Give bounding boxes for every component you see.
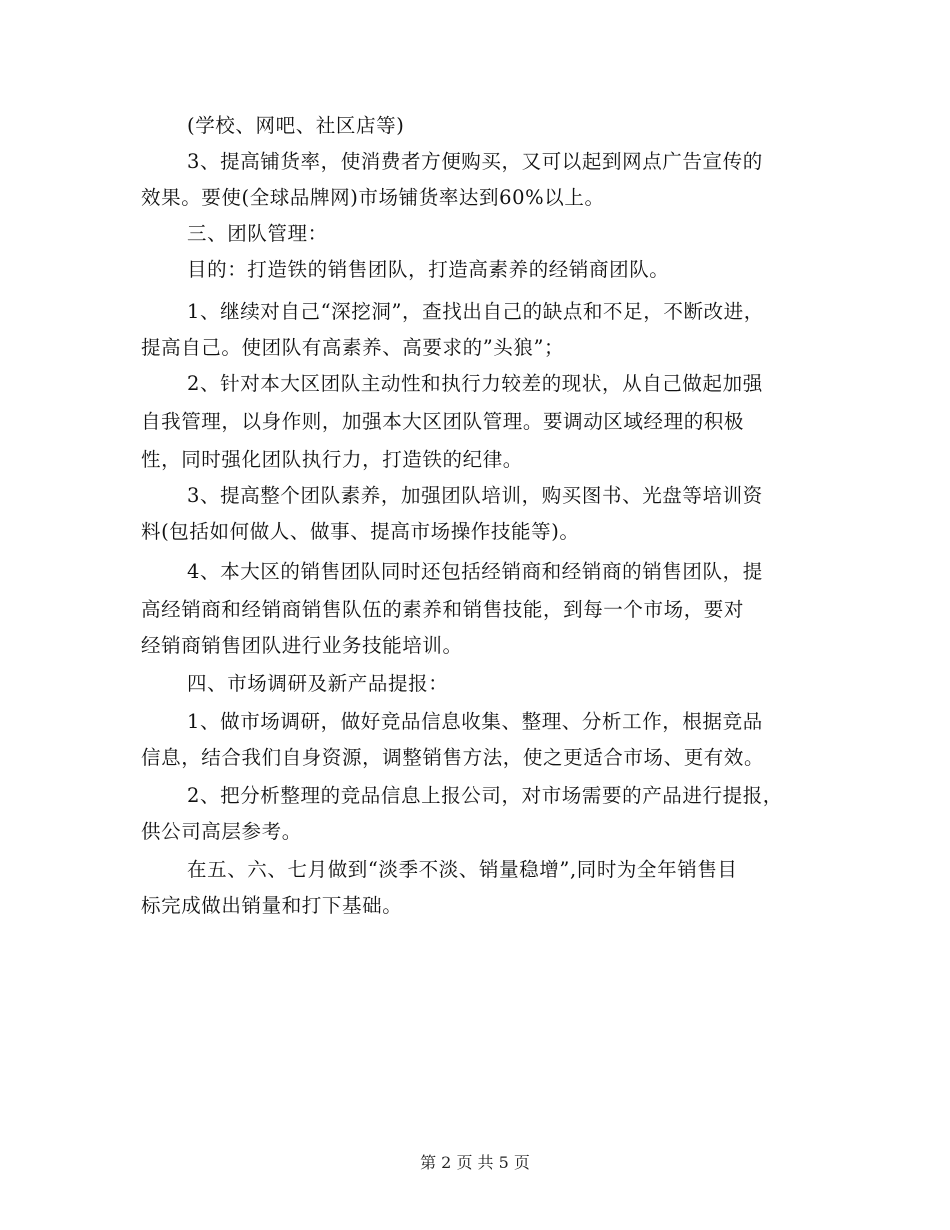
section-heading: 三、团队管理：	[187, 222, 328, 245]
text-line: (学校、网吧、社区店等)	[187, 114, 405, 137]
text-line: 1、做市场调研，做好竞品信息收集、整理、分析工作，根据竞品	[187, 710, 763, 733]
text-line: 2、把分析整理的竞品信息上报公司，对市场需要的产品进行提报，	[187, 784, 783, 807]
text-line: 3、提高铺货率，使消费者方便购买，又可以起到网点广告宣传的	[187, 150, 763, 173]
section-heading: 四、市场调研及新产品提报：	[187, 672, 449, 695]
text-line: 效果。要使(全球品牌网)市场铺货率达到60%以上。	[141, 186, 605, 209]
text-line: 目的：打造铁的销售团队，打造高素养的经销商团队。	[187, 258, 670, 281]
text-line: 标完成做出销量和打下基础。	[141, 894, 403, 917]
text-line: 经销商销售团队进行业务技能培训。	[141, 634, 463, 657]
text-line: 提高自己。使团队有高素养、高要求的”头狼”；	[141, 336, 565, 359]
text-line: 在五、六、七月做到“淡季不淡、销量稳增”,同时为全年销售目	[187, 858, 738, 881]
text-line: 料(包括如何做人、做事、提高市场操作技能等)。	[141, 520, 580, 543]
page-number-footer: 第 2 页 共 5 页	[420, 1153, 530, 1172]
text-line: 4、本大区的销售团队同时还包括经销商和经销商的销售团队，提	[187, 560, 763, 583]
text-line: 高经销商和经销商销售队伍的素养和销售技能，到每一个市场，要对	[141, 598, 745, 621]
text-line: 3、提高整个团队素养，加强团队培训，购买图书、光盘等培训资	[187, 484, 763, 507]
text-line: 自我管理，以身作则，加强本大区团队管理。要调动区域经理的积极	[141, 410, 745, 433]
text-line: 信息，结合我们自身资源，调整销售方法，使之更适合市场、更有效。	[141, 746, 765, 769]
text-line: 性，同时强化团队执行力，打造铁的纪律。	[141, 448, 523, 471]
text-line: 2、针对本大区团队主动性和执行力较差的现状，从自己做起加强	[187, 372, 763, 395]
text-line: 供公司高层参考。	[141, 820, 302, 843]
text-line: 1、继续对自己“深挖洞”，查找出自己的缺点和不足，不断改进，	[187, 300, 764, 323]
